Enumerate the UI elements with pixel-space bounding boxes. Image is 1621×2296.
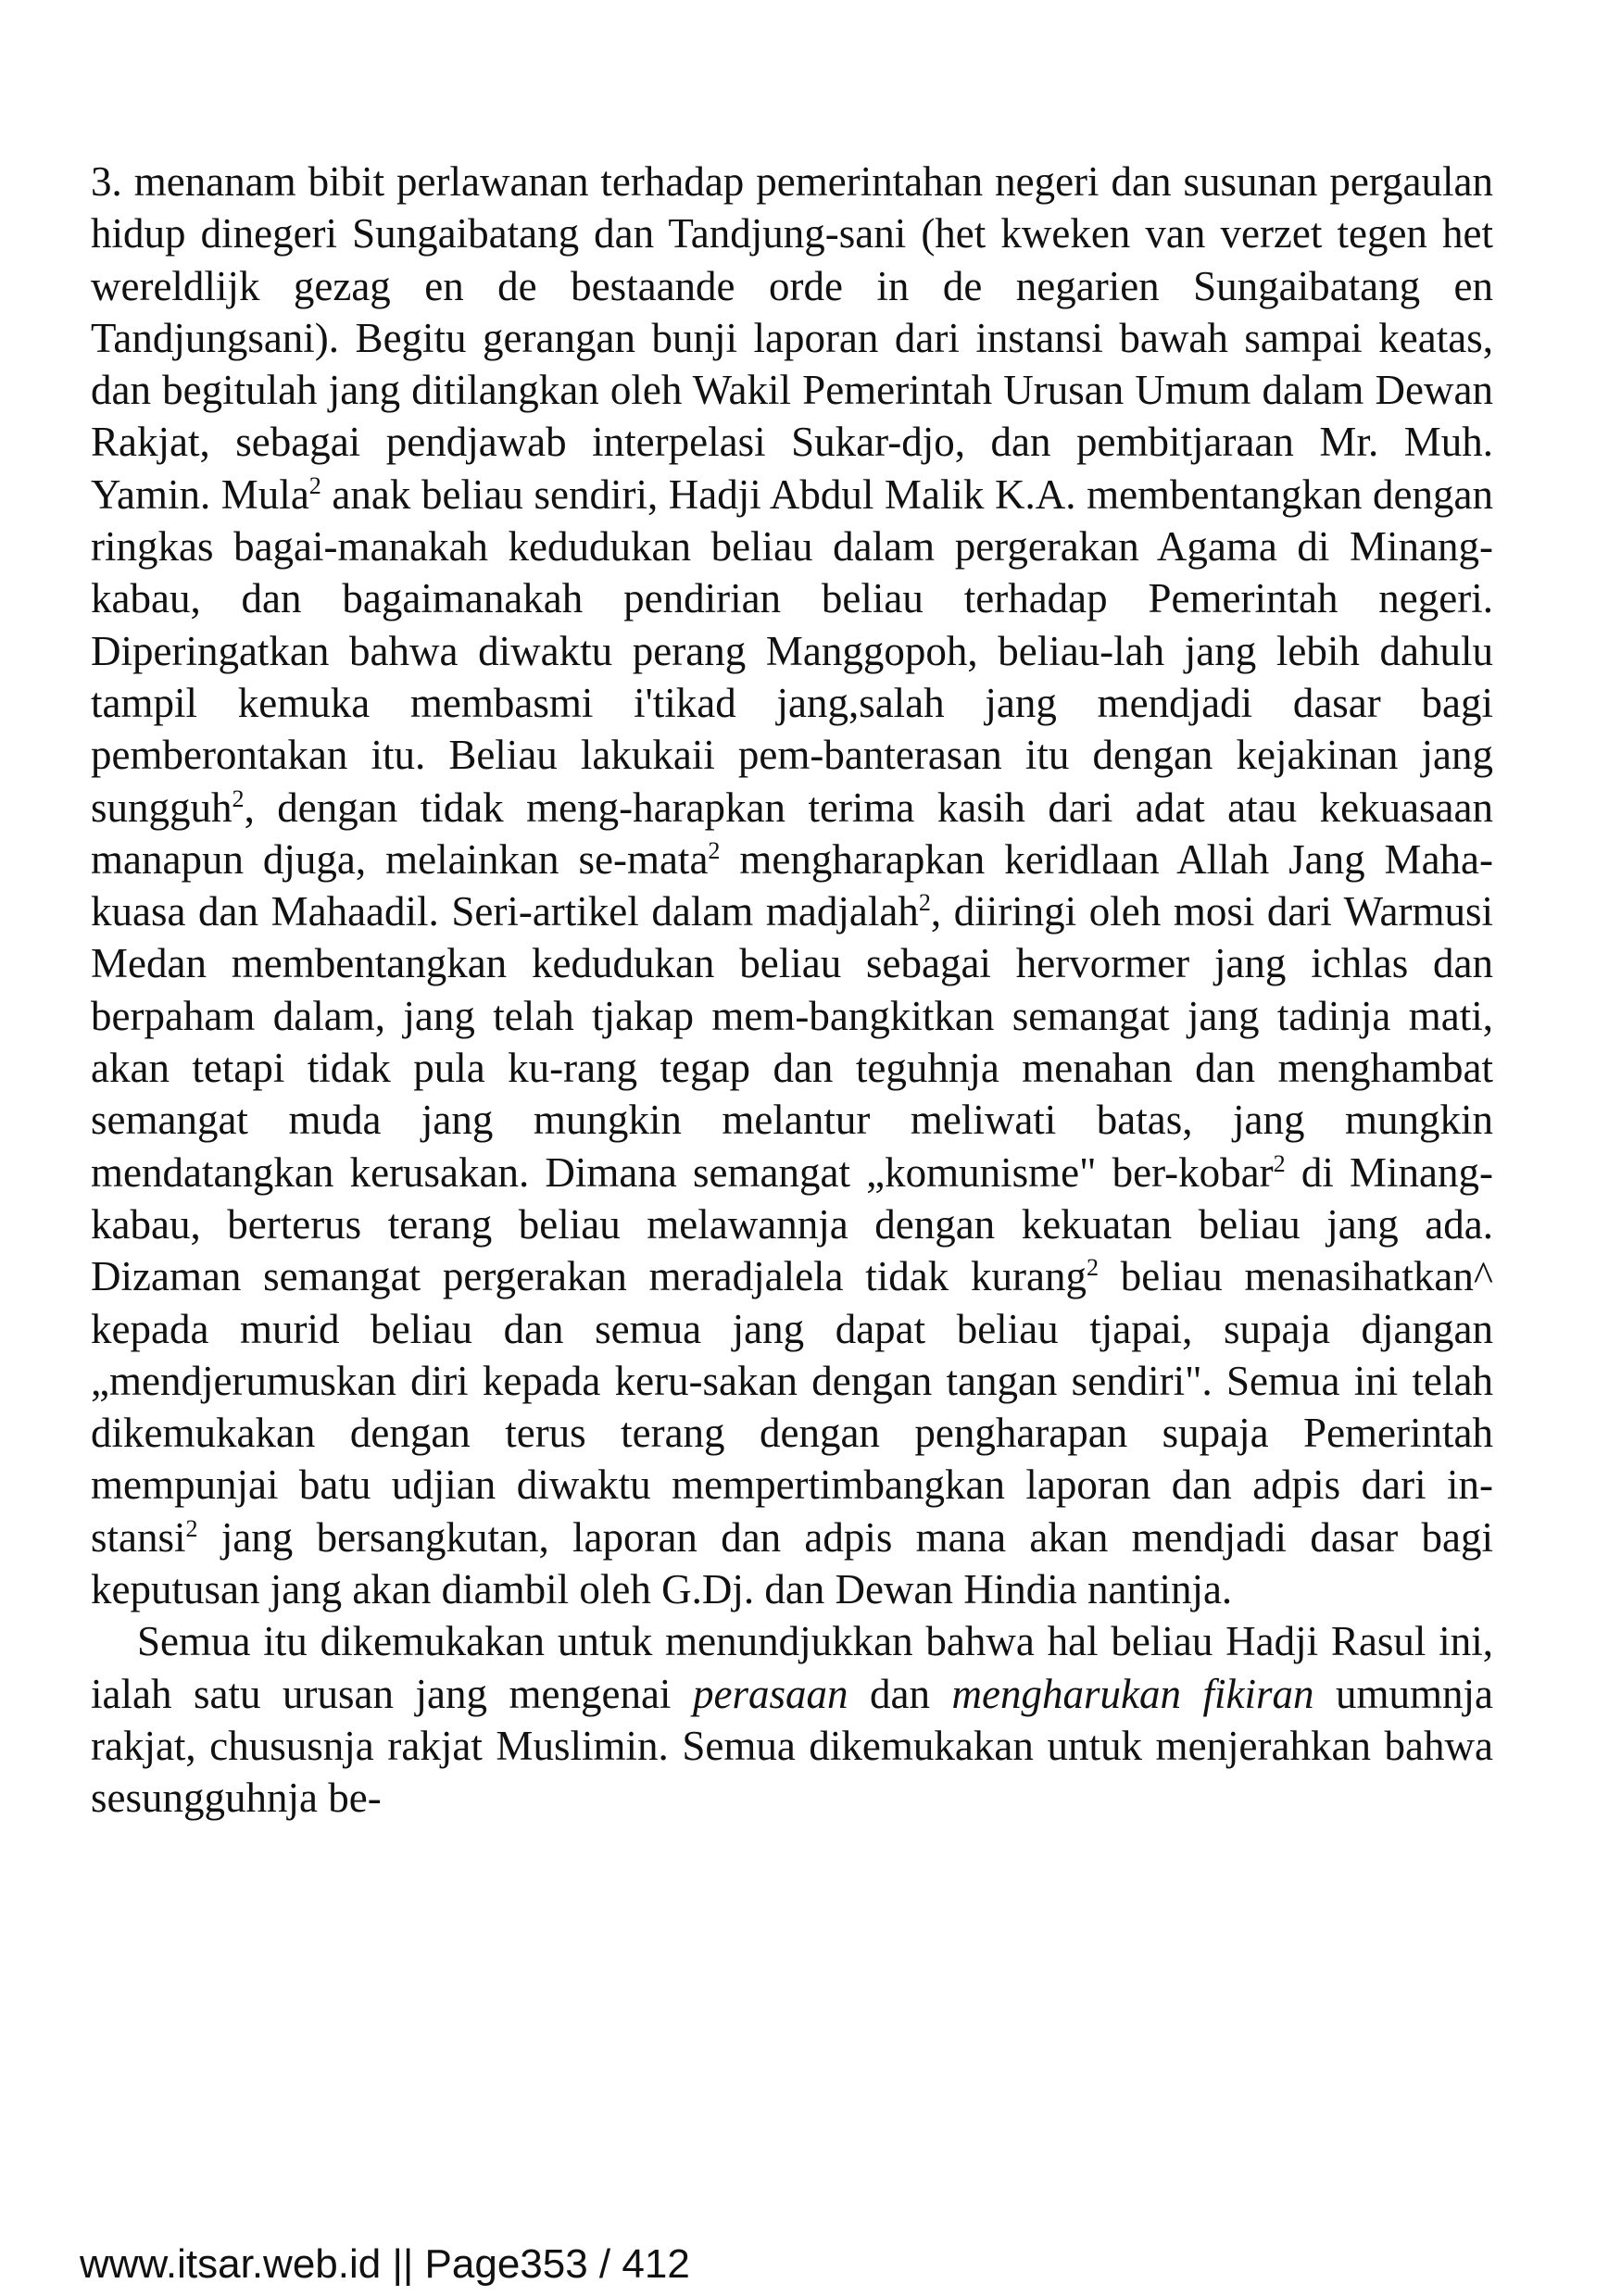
text-run: jang bersangkutan, laporan dan adpis mana akan mendjadi dasar bagi keputusan jang akan diambil oleh G.Dj. dan Dewan Hindia nantinja.	[91, 1513, 1493, 1613]
superscript-2: 2	[1273, 1149, 1286, 1177]
superscript-2: 2	[185, 1514, 198, 1542]
body-text	[91, 156, 1493, 1825]
italic-term: mengharukan fikiran	[951, 1670, 1314, 1717]
text-run: mengharapkan keridlaan Allah Jang Maha-kuasa dan Mahaadil. Seri-artikel dalam madjalah	[91, 835, 1493, 935]
page-footer: www.itsar.web.id || Page353 / 412	[80, 2241, 690, 2287]
superscript-2: 2	[708, 836, 721, 864]
paragraph-1	[91, 156, 1493, 1615]
text-run: , diiringi oleh mosi dari Warmusi Medan membentangkan kedudukan beliau sebagai hervormer jang ichlas dan berpaham dalam, jang telah tjakap mem-bangkitkan semangat jang tadinja mati, akan tetapi tidak pula ku-rang tegap dan teguhnja menahan dan menghambat semangat muda jang mungkin melantur meliwati batas, jang mungkin mendatangkan kerusakan. Dimana semangat „komunisme" ber-kobar	[91, 888, 1493, 1196]
text-run: dan	[848, 1670, 952, 1717]
text-run: di Minang-kabau, berterus terang beliau melawannja dengan kekuatan beliau jang ada. Dizaman semangat pergerakan meradjalela tidak kurang	[91, 1148, 1493, 1300]
text-run: anak beliau sendiri, Hadji Abdul Malik K.A. membentangkan dengan ringkas bagai-manakah kedudukan beliau dalam pergerakan Agama di Minang-kabau, dan bagaimanakah pendirian beliau terhadap Pemerintah negeri. Diperingatkan bahwa diwaktu perang Manggopoh, beliau-lah jang lebih dahulu tampil kemuka membasmi i'tikad jang,salah jang mendjadi dasar bagi pemberontakan itu. Beliau lakukaii pem-banterasan itu dengan kejakinan jang sungguh	[91, 470, 1493, 831]
paragraph-2	[91, 1615, 1493, 1824]
text-run: , dengan tidak meng-harapkan terima kasih dari adat atau kekuasaan manapun djuga, melainkan se-mata	[91, 784, 1493, 883]
text-run: umumnja rakjat, chususnja rakjat Muslimin. Semua dikemukakan untuk menjerahkan bahwa sesungguhnja be-	[91, 1670, 1494, 1822]
superscript-2: 2	[308, 471, 321, 499]
superscript-2: 2	[232, 784, 245, 812]
superscript-2: 2	[1086, 1254, 1100, 1282]
text-run: 3. menanam bibit perlawanan terhadap pemerintahan negeri dan susunan pergaulan hidup dinegeri Sungaibatang dan Tandjung-sani (het kweken van verzet tegen het wereldlijk gezag en de bestaande orde in de negarien Sungaibatang en Tandjungsani). Begitu gerangan bunji laporan dari instansi bawah sampai keatas, dan begitulah jang ditilangkan oleh Wakil Pemerintah Urusan Umum dalam Dewan Rakjat, sebagai pendjawab interpelasi Sukar-djo, dan pembitjaraan Mr. Muh. Yamin. Mula	[91, 158, 1493, 518]
italic-term: perasaan	[692, 1670, 848, 1717]
text-run: Semua itu dikemukakan untuk menundjukkan bahwa hal beliau Hadji Rasul ini, ialah satu urusan jang mengenai	[91, 1618, 1493, 1717]
text-run: beliau menasihatkan^ kepada murid beliau dan semua jang dapat beliau tjapai, supaja djangan „mendjerumuskan diri kepada keru-sakan dengan tangan sendiri". Semua ini telah dikemukakan dengan terus terang dengan pengharapan supaja Pemerintah mempunjai batu udjian diwaktu mempertimbangkan laporan dan adpis dari in-stansi	[91, 1253, 1493, 1561]
superscript-2: 2	[918, 888, 931, 916]
